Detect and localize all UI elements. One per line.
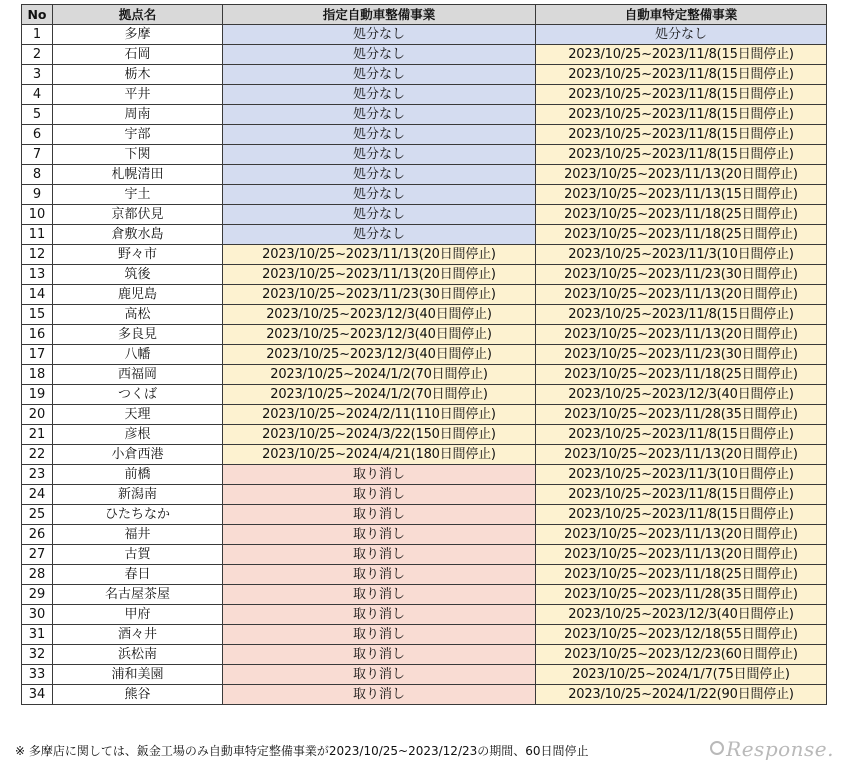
cell-designated-maintenance: 処分なし — [223, 25, 536, 45]
cell-location-name: 前橋 — [53, 465, 223, 485]
cell-designated-maintenance: 2023/10/25~2023/11/13(20日間停止) — [223, 245, 536, 265]
cell-location-name: 名古屋茶屋 — [53, 585, 223, 605]
cell-no: 31 — [22, 625, 53, 645]
cell-no: 19 — [22, 385, 53, 405]
table-row — [22, 165, 827, 185]
cell-specified-maintenance: 2023/10/25~2023/11/28(35日間停止) — [536, 405, 827, 425]
cell-no: 2 — [22, 45, 53, 65]
cell-no: 32 — [22, 645, 53, 665]
cell-specified-maintenance: 2023/10/25~2023/11/3(10日間停止) — [536, 465, 827, 485]
cell-no: 34 — [22, 685, 53, 705]
cell-specified-maintenance: 2023/10/25~2023/11/8(15日間停止) — [536, 425, 827, 445]
cell-location-name: 京都伏見 — [53, 205, 223, 225]
table-row — [22, 505, 827, 525]
cell-no: 1 — [22, 25, 53, 45]
cell-designated-maintenance: 取り消し — [223, 485, 536, 505]
cell-no: 3 — [22, 65, 53, 85]
cell-designated-maintenance: 処分なし — [223, 65, 536, 85]
cell-no: 33 — [22, 665, 53, 685]
cell-specified-maintenance: 2023/10/25~2023/11/23(30日間停止) — [536, 265, 827, 285]
cell-specified-maintenance: 2023/10/25~2023/11/8(15日間停止) — [536, 145, 827, 165]
cell-no: 21 — [22, 425, 53, 445]
table-row — [22, 105, 827, 125]
cell-designated-maintenance: 取り消し — [223, 545, 536, 565]
cell-designated-maintenance: 取り消し — [223, 585, 536, 605]
table-row — [22, 65, 827, 85]
cell-specified-maintenance: 2023/10/25~2023/11/13(20日間停止) — [536, 285, 827, 305]
response-watermark-logo — [710, 737, 834, 761]
cell-designated-maintenance: 取り消し — [223, 505, 536, 525]
cell-designated-maintenance: 2023/10/25~2024/3/22(150日間停止) — [223, 425, 536, 445]
watermark-mark-icon — [710, 741, 724, 755]
table-row — [22, 285, 827, 305]
cell-designated-maintenance: 処分なし — [223, 225, 536, 245]
table-row — [22, 205, 827, 225]
table-row — [22, 365, 827, 385]
cell-designated-maintenance: 2023/10/25~2023/11/13(20日間停止) — [223, 265, 536, 285]
cell-designated-maintenance: 処分なし — [223, 45, 536, 65]
cell-designated-maintenance: 2023/10/25~2024/4/21(180日間停止) — [223, 445, 536, 465]
cell-specified-maintenance: 2023/10/25~2023/12/3(40日間停止) — [536, 385, 827, 405]
table-row — [22, 585, 827, 605]
cell-no: 17 — [22, 345, 53, 365]
cell-specified-maintenance: 2023/10/25~2023/11/13(20日間停止) — [536, 445, 827, 465]
cell-specified-maintenance: 2023/10/25~2024/1/22(90日間停止) — [536, 685, 827, 705]
cell-no: 26 — [22, 525, 53, 545]
cell-no: 25 — [22, 505, 53, 525]
cell-specified-maintenance: 2023/10/25~2023/11/8(15日間停止) — [536, 45, 827, 65]
cell-specified-maintenance: 2023/10/25~2023/11/8(15日間停止) — [536, 485, 827, 505]
table-row — [22, 445, 827, 465]
cell-designated-maintenance: 取り消し — [223, 625, 536, 645]
cell-designated-maintenance: 処分なし — [223, 105, 536, 125]
cell-specified-maintenance: 2023/10/25~2023/11/3(10日間停止) — [536, 245, 827, 265]
table-row — [22, 525, 827, 545]
table-row — [22, 325, 827, 345]
cell-specified-maintenance: 2023/10/25~2023/11/8(15日間停止) — [536, 85, 827, 105]
cell-designated-maintenance: 取り消し — [223, 525, 536, 545]
cell-location-name: 浜松南 — [53, 645, 223, 665]
cell-specified-maintenance: 2023/10/25~2023/12/23(60日間停止) — [536, 645, 827, 665]
cell-specified-maintenance: 2023/10/25~2023/11/13(20日間停止) — [536, 545, 827, 565]
cell-specified-maintenance: 2023/10/25~2023/11/13(20日間停止) — [536, 325, 827, 345]
cell-location-name: 高松 — [53, 305, 223, 325]
table-row — [22, 545, 827, 565]
cell-designated-maintenance: 取り消し — [223, 605, 536, 625]
table-row — [22, 145, 827, 165]
cell-no: 30 — [22, 605, 53, 625]
table-row — [22, 185, 827, 205]
cell-location-name: 天理 — [53, 405, 223, 425]
cell-location-name: 多良見 — [53, 325, 223, 345]
cell-specified-maintenance: 2023/10/25~2023/11/8(15日間停止) — [536, 105, 827, 125]
cell-designated-maintenance: 2023/10/25~2023/12/3(40日間停止) — [223, 345, 536, 365]
table-row — [22, 125, 827, 145]
cell-designated-maintenance: 2023/10/25~2023/12/3(40日間停止) — [223, 325, 536, 345]
cell-designated-maintenance: 2023/10/25~2024/1/2(70日間停止) — [223, 385, 536, 405]
table-row — [22, 225, 827, 245]
cell-location-name: 西福岡 — [53, 365, 223, 385]
cell-specified-maintenance: 2023/10/25~2023/11/13(15日間停止) — [536, 185, 827, 205]
cell-no: 8 — [22, 165, 53, 185]
cell-designated-maintenance: 取り消し — [223, 685, 536, 705]
table-row — [22, 45, 827, 65]
table-row — [22, 425, 827, 445]
cell-designated-maintenance: 取り消し — [223, 565, 536, 585]
cell-no: 15 — [22, 305, 53, 325]
cell-no: 23 — [22, 465, 53, 485]
table-row — [22, 305, 827, 325]
table-row — [22, 25, 827, 45]
cell-location-name: 筑後 — [53, 265, 223, 285]
cell-no: 4 — [22, 85, 53, 105]
cell-no: 16 — [22, 325, 53, 345]
cell-location-name: つくば — [53, 385, 223, 405]
cell-location-name: ひたちなか — [53, 505, 223, 525]
cell-specified-maintenance: 2023/10/25~2023/11/18(25日間停止) — [536, 225, 827, 245]
cell-no: 29 — [22, 585, 53, 605]
table-row — [22, 605, 827, 625]
cell-no: 13 — [22, 265, 53, 285]
table-row — [22, 665, 827, 685]
cell-specified-maintenance: 2023/10/25~2023/12/18(55日間停止) — [536, 625, 827, 645]
table-row — [22, 645, 827, 665]
cell-location-name: 札幌清田 — [53, 165, 223, 185]
cell-location-name: 小倉西港 — [53, 445, 223, 465]
cell-location-name: 酒々井 — [53, 625, 223, 645]
cell-location-name: 新潟南 — [53, 485, 223, 505]
cell-designated-maintenance: 処分なし — [223, 145, 536, 165]
cell-no: 27 — [22, 545, 53, 565]
cell-specified-maintenance: 2023/10/25~2023/11/18(25日間停止) — [536, 365, 827, 385]
table-row — [22, 465, 827, 485]
cell-designated-maintenance: 取り消し — [223, 465, 536, 485]
cell-location-name: 浦和美園 — [53, 665, 223, 685]
table-row — [22, 385, 827, 405]
cell-no: 10 — [22, 205, 53, 225]
cell-specified-maintenance: 2023/10/25~2023/12/3(40日間停止) — [536, 605, 827, 625]
cell-specified-maintenance: 2023/10/25~2023/11/8(15日間停止) — [536, 65, 827, 85]
cell-location-name: 八幡 — [53, 345, 223, 365]
cell-specified-maintenance: 2023/10/25~2023/11/18(25日間停止) — [536, 565, 827, 585]
cell-no: 28 — [22, 565, 53, 585]
cell-designated-maintenance: 取り消し — [223, 645, 536, 665]
cell-no: 12 — [22, 245, 53, 265]
header-no: No — [22, 5, 53, 25]
table-row — [22, 565, 827, 585]
cell-no: 7 — [22, 145, 53, 165]
cell-no: 24 — [22, 485, 53, 505]
cell-location-name: 下関 — [53, 145, 223, 165]
cell-no: 6 — [22, 125, 53, 145]
cell-specified-maintenance: 2023/10/25~2023/11/8(15日間停止) — [536, 125, 827, 145]
cell-designated-maintenance: 取り消し — [223, 665, 536, 685]
table-row — [22, 625, 827, 645]
cell-location-name: 甲府 — [53, 605, 223, 625]
cell-no: 22 — [22, 445, 53, 465]
cell-specified-maintenance: 2023/10/25~2023/11/28(35日間停止) — [536, 585, 827, 605]
table-row — [22, 265, 827, 285]
cell-designated-maintenance: 処分なし — [223, 205, 536, 225]
cell-location-name: 多摩 — [53, 25, 223, 45]
cell-location-name: 石岡 — [53, 45, 223, 65]
cell-location-name: 周南 — [53, 105, 223, 125]
header-designated-maintenance: 指定自動車整備事業 — [223, 5, 536, 25]
table-row — [22, 485, 827, 505]
table-body — [22, 25, 827, 705]
cell-specified-maintenance: 2023/10/25~2023/11/8(15日間停止) — [536, 505, 827, 525]
cell-specified-maintenance: 処分なし — [536, 25, 827, 45]
table-row — [22, 85, 827, 105]
cell-designated-maintenance: 処分なし — [223, 125, 536, 145]
cell-location-name: 春日 — [53, 565, 223, 585]
cell-designated-maintenance: 2023/10/25~2023/12/3(40日間停止) — [223, 305, 536, 325]
cell-no: 18 — [22, 365, 53, 385]
cell-location-name: 倉敷水島 — [53, 225, 223, 245]
cell-location-name: 熊谷 — [53, 685, 223, 705]
header-location-name: 拠点名 — [53, 5, 223, 25]
table-header-row — [22, 5, 827, 25]
cell-location-name: 野々市 — [53, 245, 223, 265]
cell-specified-maintenance: 2023/10/25~2023/11/8(15日間停止) — [536, 305, 827, 325]
cell-specified-maintenance: 2023/10/25~2024/1/7(75日間停止) — [536, 665, 827, 685]
cell-location-name: 宇部 — [53, 125, 223, 145]
table-row — [22, 405, 827, 425]
cell-designated-maintenance: 2023/10/25~2023/11/23(30日間停止) — [223, 285, 536, 305]
cell-specified-maintenance: 2023/10/25~2023/11/23(30日間停止) — [536, 345, 827, 365]
cell-location-name: 彦根 — [53, 425, 223, 445]
header-specified-maintenance: 自動車特定整備事業 — [536, 5, 827, 25]
cell-designated-maintenance: 2023/10/25~2024/1/2(70日間停止) — [223, 365, 536, 385]
cell-designated-maintenance: 処分なし — [223, 185, 536, 205]
cell-designated-maintenance: 処分なし — [223, 85, 536, 105]
cell-no: 11 — [22, 225, 53, 245]
table-row — [22, 685, 827, 705]
penalty-table — [21, 4, 827, 705]
cell-location-name: 栃木 — [53, 65, 223, 85]
cell-specified-maintenance: 2023/10/25~2023/11/18(25日間停止) — [536, 205, 827, 225]
footnote: ※ 多摩店に関しては、鈑金工場のみ自動車特定整備事業が2023/10/25~2023/12/23の期間、60日間停止 — [15, 744, 589, 758]
cell-designated-maintenance: 2023/10/25~2024/2/11(110日間停止) — [223, 405, 536, 425]
table-row — [22, 245, 827, 265]
cell-location-name: 鹿児島 — [53, 285, 223, 305]
cell-specified-maintenance: 2023/10/25~2023/11/13(20日間停止) — [536, 165, 827, 185]
cell-no: 5 — [22, 105, 53, 125]
cell-location-name: 福井 — [53, 525, 223, 545]
cell-location-name: 平井 — [53, 85, 223, 105]
cell-location-name: 宇土 — [53, 185, 223, 205]
table-row — [22, 345, 827, 365]
cell-no: 14 — [22, 285, 53, 305]
cell-location-name: 古賀 — [53, 545, 223, 565]
cell-specified-maintenance: 2023/10/25~2023/11/13(20日間停止) — [536, 525, 827, 545]
cell-no: 9 — [22, 185, 53, 205]
cell-no: 20 — [22, 405, 53, 425]
cell-designated-maintenance: 処分なし — [223, 165, 536, 185]
watermark-text: Response. — [726, 737, 834, 761]
